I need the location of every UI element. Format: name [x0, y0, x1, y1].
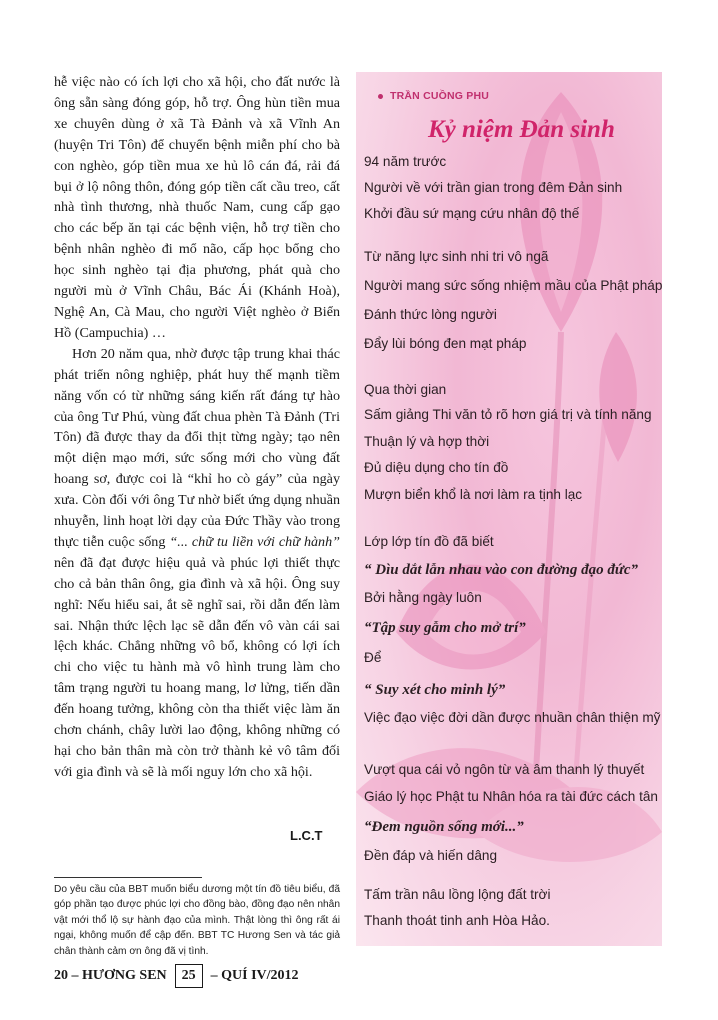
- footer-left-label: 20 – HƯƠNG SEN: [54, 968, 167, 983]
- page-footer: [54, 964, 299, 988]
- footnote-divider: [54, 877, 202, 878]
- poem-line: Người về với trần gian trong đêm Đản sinh: [364, 180, 623, 195]
- poem-panel: [356, 72, 662, 946]
- poem-author: [378, 90, 489, 102]
- poem-line: Sấm giảng Thi văn tỏ rõ hơn giá trị và tính năng: [364, 407, 652, 422]
- poem-line: Vượt qua cái vỏ ngôn từ và âm thanh lý thuyết: [364, 762, 645, 777]
- footer-right-label: – QUÍ IV/2012: [210, 968, 299, 983]
- poem-line: Thanh thoát tinh anh Hòa Hảo.: [364, 913, 550, 928]
- poem-line: Mượn biển khổ là nơi làm ra tịnh lạc: [364, 487, 583, 502]
- poem-line: Từ năng lực sinh nhi tri vô ngã: [364, 249, 549, 264]
- article-body: [54, 72, 340, 783]
- poem-line: Người mang sức sống nhiệm mầu của Phật pháp: [364, 278, 662, 293]
- poem-line: Qua thời gian: [364, 382, 447, 397]
- poem-line: Tấm trần nâu lồng lộng đất trời: [364, 887, 551, 902]
- poem-quote-line: “Tập suy gẫm cho mở trí”: [364, 620, 526, 636]
- poem-line: Đánh thức lòng người: [364, 307, 497, 322]
- poem-line: Khởi đầu sứ mạng cứu nhân độ thế: [364, 206, 580, 221]
- quote-inline: “... chữ tu liền với chữ hành”: [169, 533, 340, 550]
- poem-line: 94 năm trước: [364, 154, 447, 169]
- poem-line: Thuận lý và hợp thời: [364, 434, 490, 449]
- paragraph-2-text-a: Hơn 20 năm qua, nhờ được tập trung khai thác phát triển nông nghiệp, phát huy thế mạnh tiềm năng vốn có từ những sáng kiến rất đáng tự hào của ông Tư Phú, vùng đất chua phèn Tà Đảnh (Tri Tôn) đã được thay da đổi thịt từng ngày; tạo nên một diện mạo mới, sức sống mới cho vùng đất hoang sơ, được coi là “khỉ ho cò gáy” của ngày xưa. Còn đối với ông Tư nhờ biết ứng dụng nhuần nhuyễn, linh hoạt lời dạy của Đức Thầy vào trong thực tiễn cuộc sống: [54, 345, 340, 550]
- poem-line: Giáo lý học Phật tu Nhân hóa ra tài đức cách tân: [364, 789, 658, 804]
- poem-line: Đẩy lùi bóng đen mạt pháp: [364, 336, 527, 351]
- page-number-box: 25: [175, 964, 203, 988]
- lotus-background-illustration: [356, 72, 662, 946]
- poem-line: Để: [364, 650, 382, 665]
- poem-title: Kỷ niệm Đản sinh: [428, 116, 615, 143]
- poem-quote-line: “ Suy xét cho minh lý”: [364, 682, 506, 698]
- poem-line: Việc đạo việc đời dần được nhuần chân thiện mỹ: [364, 710, 661, 725]
- editor-note: Do yêu cầu của BBT muốn biểu dương một tín đồ tiêu biểu, đã góp phần tạo được phúc lợi cho đồng bào, đồng đạo nên nhân vật mới thổ lộ sự hành đạo của mình. Thật lòng thì ông rất ái ngại, không muốn để cập đến. BBT TC Hương Sen và tác giả chân thành cảm ơn ông đã vị tình.: [54, 884, 340, 957]
- poem-line: Lớp lớp tín đồ đã biết: [364, 534, 494, 549]
- poem-quote-line: “ Dìu dắt lẫn nhau vào con đường đạo đức”: [364, 562, 638, 578]
- paragraph-2-text-b: nên đã đạt được hiệu quả và phúc lợi thiết thực cho cả bản thân ông, gia đình và xã hội. Ông suy nghĩ: Nếu hiểu sai, ắt sẽ nghĩ sai, rồi dẫn đến làm sai. Nhận thức lệch lạc sẽ dẫn đến vô vàn cái sai lệch khác. Chẳng những vô bổ, không có lợi ích chi cho việc tu hành mà vô hình trung làm cho tâm trạng người tu hoang mang, lơ lửng, tiến dần đến hoang tưởng, không còn tha thiết việc làm ăn chơn chánh, chây lười lao động, không những có hại cho bản thân mà còn trở thành kẻ vô tâm đối với gia đình và sẽ là mối nguy lớn cho xã hội.: [54, 554, 340, 780]
- poem-quote-line: “Đem nguồn sống mới...”: [364, 819, 524, 835]
- bullet-icon: [378, 94, 383, 99]
- article-signature: L.C.T: [290, 828, 323, 843]
- poem-line: Đủ diệu dụng cho tín đồ: [364, 460, 509, 475]
- poem-line: Đền đáp và hiến dâng: [364, 848, 498, 863]
- poem-line: Bởi hằng ngày luôn: [364, 590, 482, 605]
- article-paragraph-1: hễ việc nào có ích lợi cho xã hội, cho đất nước là ông sẵn sàng đóng góp, hỗ trợ. Ông hùn tiền mua xe chuyên dùng ở xã Tà Đảnh và xã Vĩnh An (huyện Tri Tôn) để chuyển bệnh miễn phí cho bà con nghèo, góp tiền mua xe hủ lô cán đá, rải đá bụi ở lộ nông thôn, đóng góp tiền cất cầu treo, cất nhà tình thương, nhà thuốc Nam, cung cấp gạo cho các bếp ăn tại các bệnh viện, hỗ trợ tiền cho bệnh nhân nghèo đi mổ não, cấp học bổng cho học sinh nghèo tại địa phương, phát quà cho người mù ở Vĩnh Châu, Bác Ái (Khánh Hoà), Nghệ An, Cà Mau, cho người Việt nghèo ở Biển Hồ (Campuchia) …: [54, 74, 340, 341]
- article-paragraph-2: [54, 344, 340, 783]
- poem-author-name: TRẦN CUỒNG PHU: [390, 90, 490, 102]
